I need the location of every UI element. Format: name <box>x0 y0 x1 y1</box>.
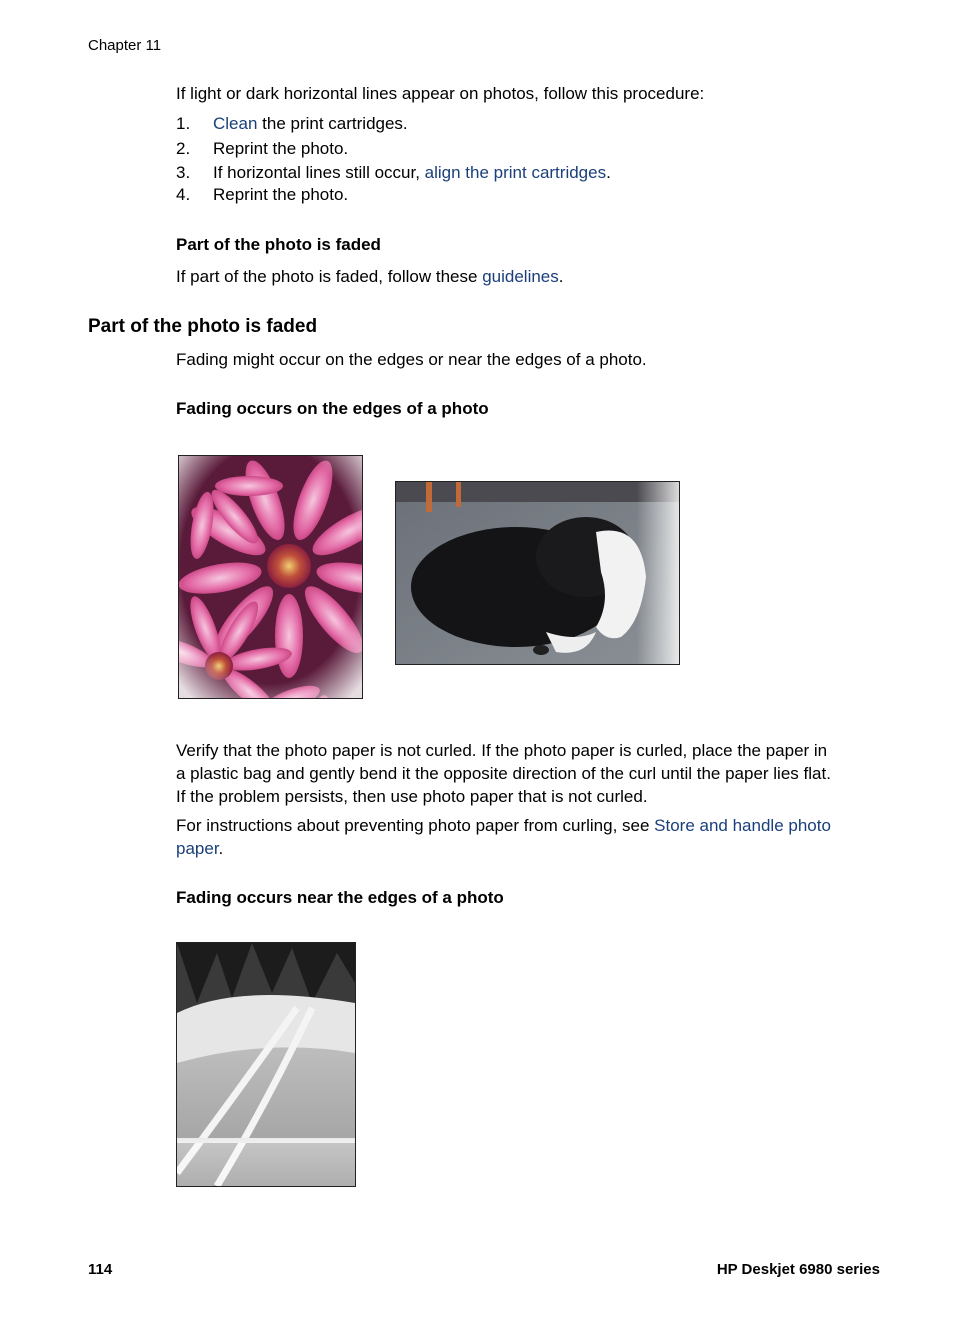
paragraph-line: If the problem persists, then use photo paper that is not curled. <box>176 787 648 806</box>
guidelines-suffix: . <box>558 267 564 286</box>
step-text: Reprint the photo. <box>213 139 349 158</box>
lines-intro: If light or dark horizontal lines appear on photos, follow this procedure: <box>176 84 705 103</box>
fading-intro: Fading might occur on the edges or near the edges of a photo. <box>176 350 647 369</box>
edges-subheading: Fading occurs on the edges of a photo <box>176 399 489 418</box>
step-number: 4. <box>176 185 191 204</box>
guidelines-link[interactable]: guidelines <box>482 267 559 286</box>
align-cartridges-link[interactable]: align the print cartridges <box>424 163 607 182</box>
paragraph-line: Verify that the photo paper is not curled. If the photo paper is curled, place the paper in <box>176 741 828 760</box>
step-number: 3. <box>176 163 191 182</box>
step-text: the print cartridges. <box>257 114 408 133</box>
guidelines-prefix: If part of the photo is faded, follow these <box>176 267 483 286</box>
dog-photo <box>395 481 680 665</box>
store-paper-suffix: . <box>218 839 224 858</box>
step-text-after: . <box>606 163 611 182</box>
flower-photo <box>178 455 363 699</box>
store-paper-prefix: For instructions about preventing photo paper from curling, see <box>176 816 655 835</box>
section-heading: Part of the photo is faded <box>88 316 318 337</box>
near-edges-subheading: Fading occurs near the edges of a photo <box>176 888 504 907</box>
faded-guidelines-text <box>176 265 564 288</box>
store-handle-paper-link[interactable]: Store and handle photo <box>654 816 831 835</box>
step-text: If horizontal lines still occur, <box>213 163 425 182</box>
step-number: 2. <box>176 139 191 158</box>
snow-road-photo <box>176 942 356 1187</box>
product-name: HP Deskjet 6980 series <box>716 1261 880 1278</box>
lines-steps-list <box>176 112 876 212</box>
chapter-label: Chapter 11 <box>88 37 162 54</box>
store-handle-paper-link-cont[interactable]: paper <box>176 839 219 858</box>
curled-paper-paragraph <box>176 739 886 808</box>
clean-link[interactable]: Clean <box>213 114 258 133</box>
faded-subheading: Part of the photo is faded <box>176 235 381 254</box>
paragraph-line: a plastic bag and gently bend it the opposite direction of the curl until the paper lies flat. <box>176 764 831 783</box>
page-number: 114 <box>88 1261 113 1278</box>
step-number: 1. <box>176 114 191 133</box>
store-paper-paragraph <box>176 814 886 860</box>
step-text: Reprint the photo. <box>213 185 349 204</box>
